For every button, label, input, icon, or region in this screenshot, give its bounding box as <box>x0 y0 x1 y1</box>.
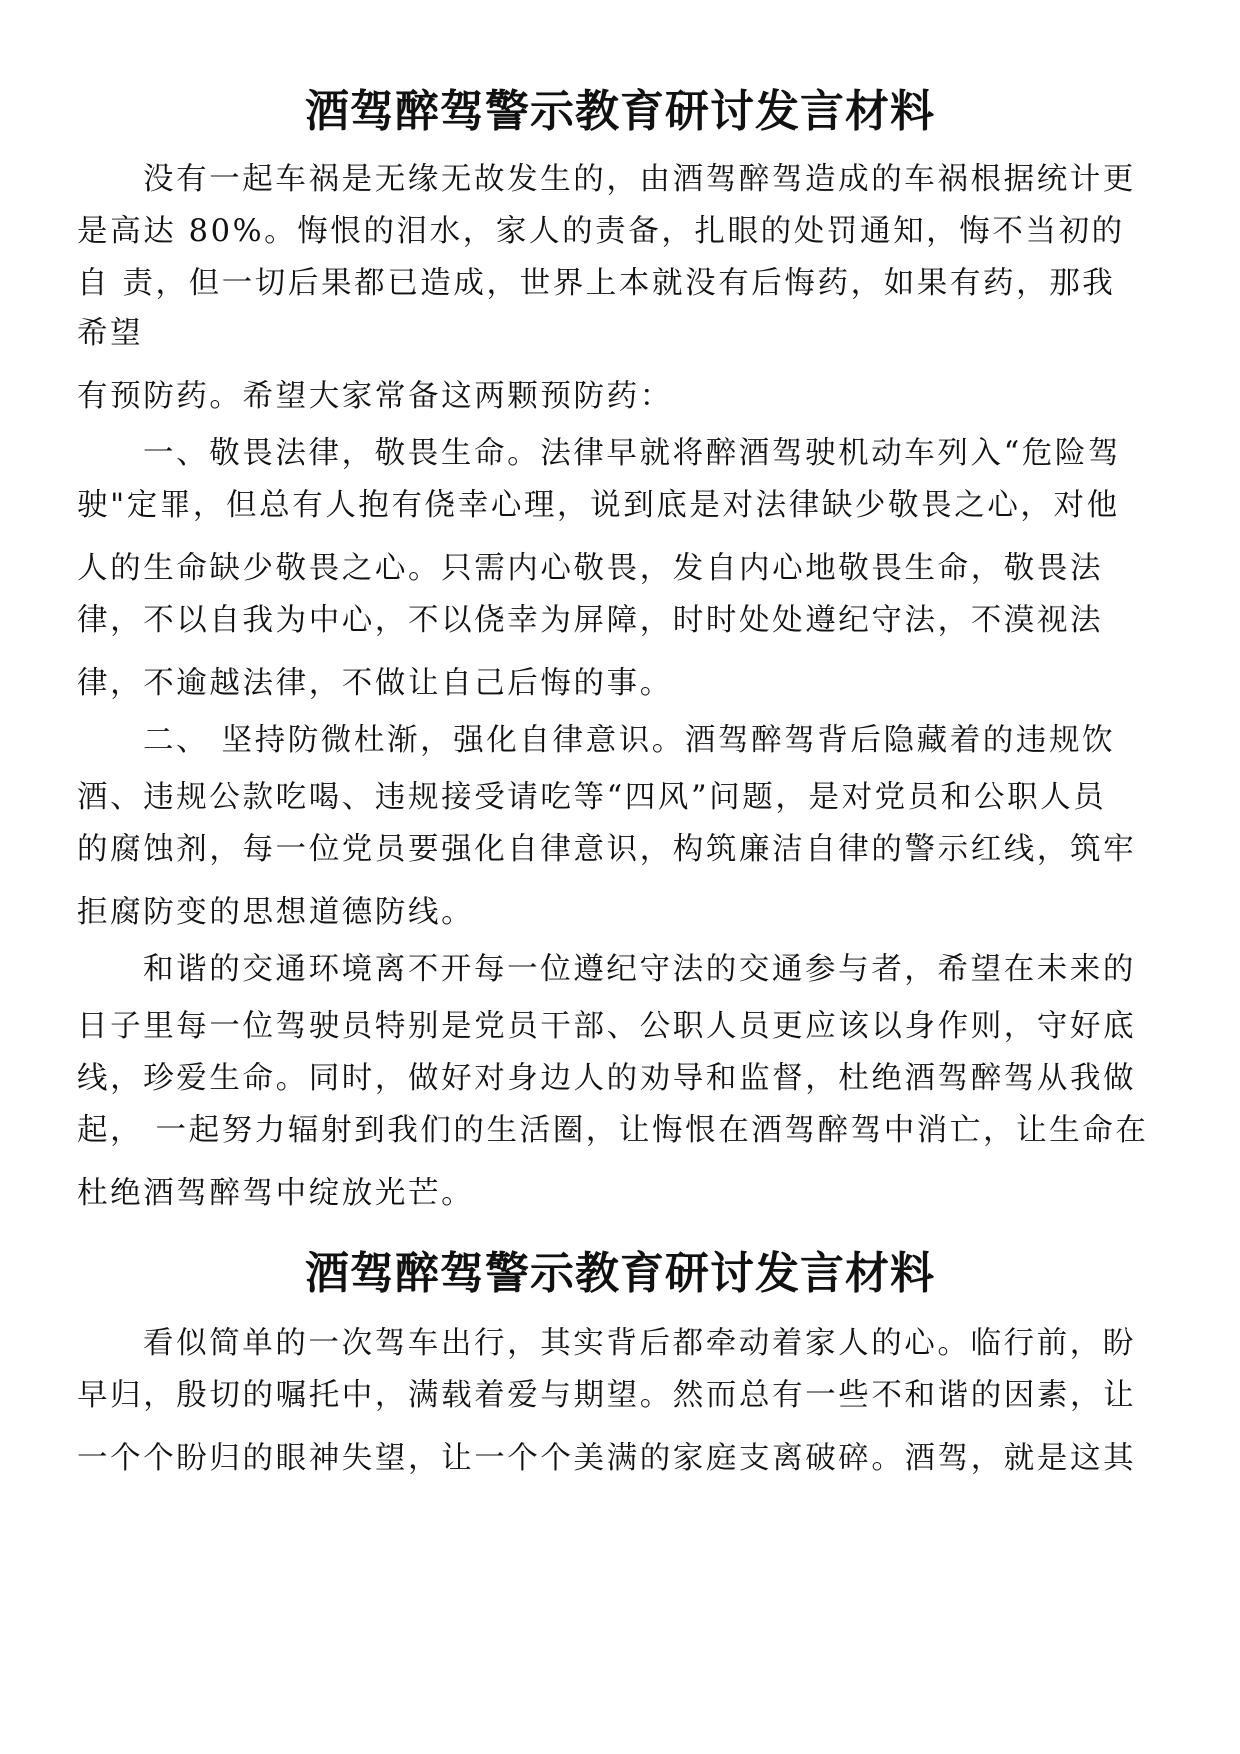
section1-line: 和谐的交通环境离不开每一位遵纪守法的交通参与者，希望在未来的 <box>143 952 1136 987</box>
section2-line: 早归，殷切的嘱托中，满载着爱与期望。然而总有一些不和谐的因素，让 <box>77 1378 1137 1413</box>
section1-line: 一、敬畏法律，敬畏生命。法律早就将醉酒驾驶机动车列入“危险驾 <box>143 436 1122 471</box>
section1-line: 是高达 80%。悔恨的泪水，家人的责备，扎眼的处罚通知，悔不当初的 <box>77 214 1125 249</box>
section1-line: 自 责，但一切后果都已造成，世界上本就没有后悔药，如果有药，那我 <box>77 266 1116 301</box>
section1-line: 杜绝酒驾醉驾中绽放光芒。 <box>77 1176 475 1211</box>
section1-line: 人的生命缺少敬畏之心。只需内心敬畏，发自内心地敬畏生命，敬畏法 <box>77 551 1104 586</box>
section1-line: 二、 坚持防微杜渐，强化自律意识。酒驾醉驾背后隐藏着的违规饮 <box>143 723 1116 758</box>
section2-title: 酒驾醉驾警示教育研讨发言材料 <box>305 1248 935 1299</box>
section1-line: 的腐蚀剂，每一位党员要强化自律意识，构筑廉洁自律的警示红线，筑牢 <box>77 832 1137 867</box>
section2-line: 一个个盼归的眼神失望，让一个个美满的家庭支离破碎。酒驾，就是这其 <box>77 1441 1137 1476</box>
section1-line: 律，不逾越法律，不做让自己后悔的事。 <box>77 666 673 701</box>
section2-line: 看似简单的一次驾车出行，其实背后都牵动着家人的心。临行前，盼 <box>143 1326 1136 1361</box>
section1-line: 律，不以自我为中心，不以侥幸为屏障，时时处处遵纪守法，不漠视法 <box>77 603 1104 638</box>
section1-line: 驶"定罪，但总有人抱有侥幸心理，说到底是对法律缺少敬畏之心，对他 <box>77 488 1120 523</box>
section1-line: 酒、违规公款吃喝、违规接受请吃等“四风”问题，是对党员和公职人员 <box>77 780 1107 815</box>
section1-line: 拒腐防变的思想道德防线。 <box>77 895 475 930</box>
section1-line: 希望 <box>77 316 144 351</box>
section1-title: 酒驾醉驾警示教育研讨发言材料 <box>305 86 935 137</box>
section1-line: 没有一起车祸是无缘无故发生的，由酒驾醉驾造成的车祸根据统计更 <box>143 162 1136 197</box>
section1-line: 有预防药。希望大家常备这两颗预防药： <box>77 379 673 414</box>
section1-line: 起， 一起努力辐射到我们的生活圈，让悔恨在酒驾醉驾中消亡，让生命在 <box>77 1113 1149 1148</box>
section1-line: 线，珍爱生命。同时，做好对身边人的劝导和监督，杜绝酒驾醉驾从我做 <box>77 1061 1137 1096</box>
section1-line: 日子里每一位驾驶员特别是党员干部、公职人员更应该以身作则，守好底 <box>77 1009 1137 1044</box>
